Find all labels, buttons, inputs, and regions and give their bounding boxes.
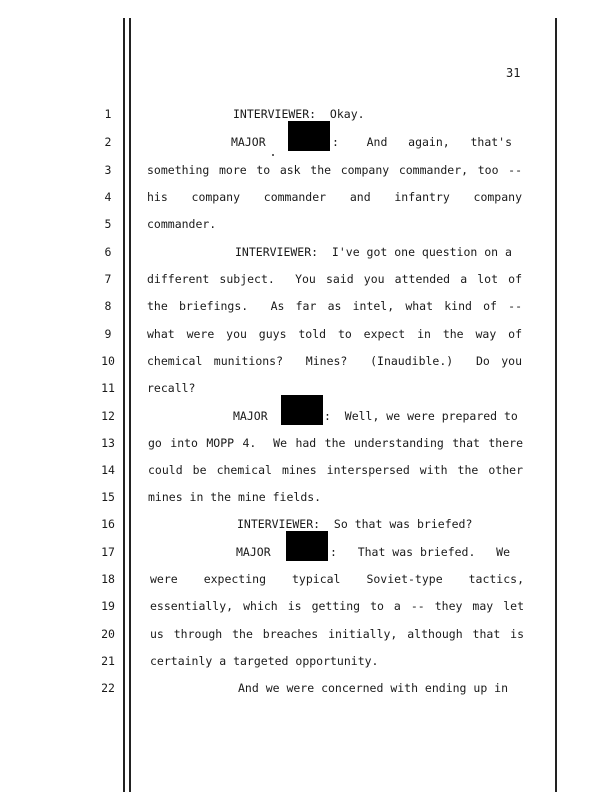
transcript-line: us through the breaches initially, although that is (150, 627, 524, 641)
page-number: 31 (506, 66, 521, 80)
line-number: 2 (104, 135, 112, 149)
line-number: 3 (104, 163, 112, 177)
redaction-box (286, 531, 328, 561)
line-number: 6 (104, 245, 112, 259)
line-number: 13 (101, 436, 115, 450)
transcript-line: something more to ask the company commander, too -- (147, 163, 522, 177)
line-number: 16 (101, 517, 115, 531)
transcript-line: essentially, which is getting to a -- they may let (150, 599, 524, 613)
transcript-line: were expecting typical Soviet-type tactics, (150, 572, 524, 586)
line-number: 5 (104, 217, 112, 231)
transcript-line: : Well, we were prepared to (324, 409, 518, 423)
line-number: 8 (104, 299, 112, 313)
transcript-line: mines in the mine fields. (148, 490, 322, 504)
transcript-line: INTERVIEWER: Okay. (233, 107, 365, 121)
line-number: 21 (101, 654, 115, 668)
transcript-line: : And again, that's (332, 135, 513, 149)
line-number: 22 (101, 681, 115, 695)
line-number: 10 (101, 354, 115, 368)
line-number: 7 (104, 272, 112, 286)
right-margin-rule (555, 18, 557, 792)
transcript-line: INTERVIEWER: So that was briefed? (237, 517, 473, 531)
line-number: 11 (101, 381, 115, 395)
line-number: 1 (104, 107, 112, 121)
transcript-line: certainly a targeted opportunity. (150, 654, 379, 668)
transcript-line: chemical munitions? Mines? (Inaudible.) Do you (147, 354, 522, 368)
speaker-label: MAJOR (236, 545, 271, 559)
line-number: 14 (101, 463, 115, 477)
transcript-line: And we were concerned with ending up in (238, 681, 509, 695)
transcript-line: INTERVIEWER: I've got one question on a (235, 245, 512, 259)
transcript-line: different subject. You said you attended a lot of (147, 272, 522, 286)
transcript-line: could be chemical mines interspersed with the other (148, 463, 523, 477)
line-number: 20 (101, 627, 115, 641)
transcript-line: what were you guys told to expect in the way of (147, 327, 522, 341)
transcript-line: : That was briefed. We (330, 545, 511, 559)
speaker-label: MAJOR (231, 135, 266, 149)
line-number: 15 (101, 490, 115, 504)
scan-speck (272, 154, 274, 156)
redaction-box (288, 121, 330, 151)
line-number: 12 (101, 409, 115, 423)
line-number: 17 (101, 545, 115, 559)
line-number: 9 (104, 327, 112, 341)
transcript-line: the briefings. As far as intel, what kind of -- (147, 299, 522, 313)
left-margin-rule-inner (129, 18, 131, 792)
speaker-label: MAJOR (233, 409, 268, 423)
line-number: 4 (104, 190, 112, 204)
transcript-line: recall? (147, 381, 196, 395)
redaction-box (281, 395, 323, 425)
line-number: 19 (101, 599, 115, 613)
transcript-line: his company commander and infantry company (147, 190, 522, 204)
transcript-line: commander. (147, 217, 217, 231)
transcript-line: go into MOPP 4. We had the understanding that there (148, 436, 523, 450)
line-number: 18 (101, 572, 115, 586)
left-margin-rule-outer (123, 18, 125, 792)
